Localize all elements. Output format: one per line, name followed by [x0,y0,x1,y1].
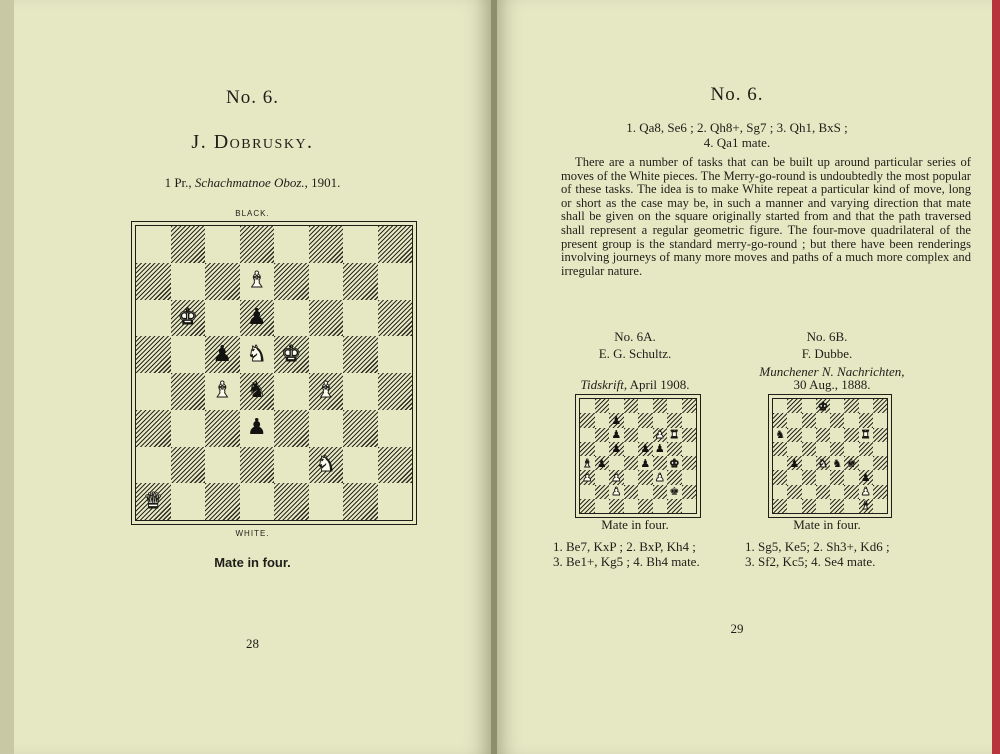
board-square [205,263,240,300]
board-square [378,300,413,337]
white-pawn-icon: ♟ [611,470,622,484]
stipulation: Mate in four. [214,555,291,570]
board-square [240,373,275,410]
board-square [682,499,697,513]
board-square [773,428,787,442]
board-square [667,499,682,513]
right-page [497,0,992,754]
board-square [773,413,787,427]
black-pawn-icon: ♟ [860,470,871,484]
board-square [595,470,610,484]
white-queen-icon: ♛ [143,488,164,514]
board-square [171,300,206,337]
white-bishop-icon: ♝ [212,378,233,404]
board-square [873,442,887,456]
board-square [859,499,873,513]
black-knight-icon: ♞ [246,378,267,404]
white-knight-icon: ♞ [246,341,267,367]
board-square [638,413,653,427]
board-square [136,336,171,373]
board-square [830,442,844,456]
board-square [624,428,639,442]
board-square [309,336,344,373]
white-pawn-icon: ♟ [582,470,593,484]
black-pawn-icon: ♟ [611,442,622,456]
board-square [378,483,413,520]
board-square [595,428,610,442]
board-square [830,485,844,499]
board-square [274,373,309,410]
board-square [667,485,682,499]
board-square [667,456,682,470]
board-square [638,470,653,484]
board-square [873,428,887,442]
board-square [171,483,206,520]
solution-line-2: 4. Qa1 mate. [703,135,771,150]
board-square [830,428,844,442]
white-bishop-icon: ♝ [246,268,267,294]
board-square [859,413,873,427]
problem-a-source-date: , April 1908. [623,377,690,392]
board-square [378,336,413,373]
white-king-icon: ♚ [281,341,302,367]
board-square [802,428,816,442]
white-bishop-icon: ♝ [860,499,871,513]
source-suffix: , 1901. [304,175,341,190]
black-knight-icon: ♞ [832,456,843,470]
solution-line-1: 1. Qa8, Se6 ; 2. Qh8+, Sg7 ; 3. Qh1, BxS ; [626,120,848,135]
board-square [653,399,668,413]
commentary-paragraph: There are a number of tasks that can be built up around particular series of moves of the White pieces. The Merry-go-round is undoubtedly the most popular of these tasks. The idea is to make White repeat a particular kind of move, long or short as the case may be, in such a manner and varying direction that mate shall be given on the square originally started from and that the path traversed shall represent a regular geometric figure. The four-move quadrilateral of the present group is the standard merry-go-round ; but there have been renderings involving journeys of many more moves and paths of a much more complex and irregular nature. [561,155,971,278]
board-square [205,483,240,520]
board-square [653,428,668,442]
board-square [205,410,240,447]
black-pawn-icon: ♟ [789,456,800,470]
board-square [653,442,668,456]
solution-number: No. 6. [710,84,764,105]
board-square [844,399,858,413]
black-pawn-icon: ♟ [611,413,622,427]
problem-b-number: No. 6B. [806,329,848,344]
chess-diagram-6a [579,398,697,514]
source-title: Schachmatnoe Oboz. [194,175,305,190]
board-square [816,428,830,442]
board-square [624,470,639,484]
board-square [873,399,887,413]
board-square [802,399,816,413]
board-square [240,263,275,300]
board-square [609,499,624,513]
board-square [580,499,595,513]
board-square [830,456,844,470]
problem-b-source: Munchener N. Nachrichten, [759,364,905,379]
board-square [136,483,171,520]
board-square [595,442,610,456]
board-square [240,447,275,484]
board-square [787,499,801,513]
source-prefix: 1 Pr., [164,175,195,190]
white-king-icon: ♚ [817,399,828,413]
board-square [859,470,873,484]
board-square [653,413,668,427]
white-pawn-icon: ♟ [611,485,622,499]
board-square [844,485,858,499]
board-square [816,413,830,427]
board-square [343,336,378,373]
problem-a-stipulation: Mate in four. [601,517,669,532]
board-square [873,499,887,513]
board-square [343,373,378,410]
board-square [816,399,830,413]
board-square [653,456,668,470]
board-square [667,413,682,427]
board-square [609,428,624,442]
board-square [136,373,171,410]
board-square [580,442,595,456]
board-square [844,456,858,470]
board-square [844,470,858,484]
board-square [624,413,639,427]
board-square [274,300,309,337]
black-label: BLACK. [235,209,270,218]
board-square [595,485,610,499]
board-square [609,470,624,484]
board-square [240,336,275,373]
board-square [844,499,858,513]
board-square [787,428,801,442]
left-page [14,0,491,754]
board-square [240,226,275,263]
board-square [205,373,240,410]
board-square [667,428,682,442]
board-square [816,499,830,513]
white-knight-icon: ♞ [315,451,336,477]
chess-diagram-6b [772,398,888,514]
black-pawn-icon: ♟ [246,415,267,441]
board-square [580,399,595,413]
board-square [653,485,668,499]
board-square [682,413,697,427]
board-square [682,442,697,456]
board-square [274,410,309,447]
board-square [873,456,887,470]
board-square [802,413,816,427]
board-square [773,442,787,456]
board-square [609,456,624,470]
page-number-left: 28 [246,636,259,651]
board-square [682,485,697,499]
board-square [624,442,639,456]
board-square [378,226,413,263]
problem-a-number: No. 6A. [614,329,656,344]
board-square [580,456,595,470]
white-bishop-icon: ♝ [582,456,593,470]
board-square [859,456,873,470]
board-square [309,483,344,520]
white-knight-icon: ♞ [817,456,828,470]
white-rook-icon: ♜ [860,428,871,442]
white-label: WHITE. [235,529,270,538]
board-square [609,413,624,427]
board-square [309,410,344,447]
board-square [274,263,309,300]
board-square [624,456,639,470]
board-square [136,410,171,447]
board-square [378,410,413,447]
board-square [171,373,206,410]
board-square [667,442,682,456]
board-square [343,263,378,300]
board-square [171,226,206,263]
problem-b-solution-1: 1. Sg5, Ke5; 2. Sh3+, Kd6 ; [745,539,890,554]
board-square [205,336,240,373]
white-pawn-icon: ♟ [860,485,871,499]
board-square [580,413,595,427]
board-square [136,447,171,484]
board-square [580,470,595,484]
board-square [240,483,275,520]
board-square [205,300,240,337]
board-square [624,399,639,413]
problem-author: J. Dobrusky. [191,131,314,153]
board-square [682,456,697,470]
board-square [773,470,787,484]
board-square [274,483,309,520]
board-square [667,470,682,484]
board-square [859,442,873,456]
white-rook-icon: ♜ [669,428,680,442]
problem-b-author: F. Dubbe. [801,346,853,361]
board-square [343,300,378,337]
board-square [609,399,624,413]
book-cover-edge [992,0,1000,754]
page-number-right: 29 [730,621,744,636]
board-square [830,413,844,427]
board-square [638,456,653,470]
board-square [638,485,653,499]
problem-b-solution-2: 3. Sf2, Kc5; 4. Se4 mate. [745,554,876,569]
board-square [595,399,610,413]
board-square [802,456,816,470]
board-square [595,413,610,427]
board-square [802,442,816,456]
board-square [859,428,873,442]
white-pawn-icon: ♟ [654,470,665,484]
board-square [787,470,801,484]
board-square [171,410,206,447]
board-square [844,442,858,456]
board-square [240,410,275,447]
problem-a-source-title: Tidskrift [580,377,624,392]
board-square [378,373,413,410]
board-square [859,399,873,413]
black-pawn-icon: ♟ [640,456,651,470]
board-square [873,413,887,427]
board-square [773,499,787,513]
board-square [580,428,595,442]
board-square [873,485,887,499]
board-square [682,428,697,442]
board-square [171,336,206,373]
black-king-icon: ♚ [669,485,680,499]
board-square [378,447,413,484]
board-square [787,485,801,499]
black-pawn-icon: ♟ [611,428,622,442]
board-square [274,226,309,263]
board-square [580,485,595,499]
board-square [638,399,653,413]
problem-a-solution-2: 3. Be1+, Kg5 ; 4. Bh4 mate. [553,554,700,569]
problem-source [14,175,491,191]
board-square [787,456,801,470]
board-square [205,447,240,484]
board-square [309,373,344,410]
board-square [802,485,816,499]
problem-b-stipulation: Mate in four. [793,517,861,532]
board-square [830,499,844,513]
black-pawn-icon: ♟ [654,442,665,456]
board-square [830,470,844,484]
board-square [309,263,344,300]
white-king-icon: ♚ [669,456,680,470]
problem-b-date: 30 Aug., 1888. [793,377,871,392]
board-square [343,483,378,520]
problem-a-solution-1: 1. Be7, KxP ; 2. BxP, Kh4 ; [553,539,696,554]
board-square [638,428,653,442]
board-square [274,336,309,373]
board-square [787,413,801,427]
black-king-icon: ♚ [846,456,857,470]
problem-a-author: E. G. Schultz. [598,346,672,361]
board-square [682,399,697,413]
black-pawn-icon: ♟ [640,442,651,456]
board-square [609,485,624,499]
board-square [343,410,378,447]
board-square [171,447,206,484]
board-square [816,456,830,470]
board-square [624,485,639,499]
board-square [595,456,610,470]
board-square [816,470,830,484]
problem-number: No. 6. [226,87,279,108]
board-square [787,442,801,456]
board-square [844,428,858,442]
white-bishop-icon: ♝ [315,378,336,404]
board-square [309,226,344,263]
board-square [609,442,624,456]
board-square [859,485,873,499]
problem-a-source [555,377,715,393]
white-pawn-icon: ♟ [654,428,665,442]
board-square [844,413,858,427]
board-square [378,263,413,300]
board-square [638,499,653,513]
board-square [787,399,801,413]
board-square [638,442,653,456]
board-square [171,263,206,300]
board-square [773,399,787,413]
board-square [653,470,668,484]
board-square [274,447,309,484]
black-pawn-icon: ♟ [246,304,267,330]
board-square [343,226,378,263]
board-square [773,485,787,499]
board-square [873,470,887,484]
board-square [136,300,171,337]
board-square [136,263,171,300]
board-square [802,470,816,484]
board-square [309,300,344,337]
board-square [240,300,275,337]
board-square [653,499,668,513]
board-square [595,499,610,513]
board-square [682,470,697,484]
black-knight-icon: ♞ [775,428,786,442]
board-square [773,456,787,470]
board-square [205,226,240,263]
board-square [816,442,830,456]
board-square [309,447,344,484]
board-square [624,499,639,513]
board-square [830,399,844,413]
black-pawn-icon: ♟ [212,341,233,367]
chess-diagram-main [135,225,413,521]
black-pawn-icon: ♟ [596,456,607,470]
board-square [802,499,816,513]
board-square [136,226,171,263]
white-king-icon: ♚ [177,304,198,330]
board-square [343,447,378,484]
board-square [816,485,830,499]
board-square [667,399,682,413]
